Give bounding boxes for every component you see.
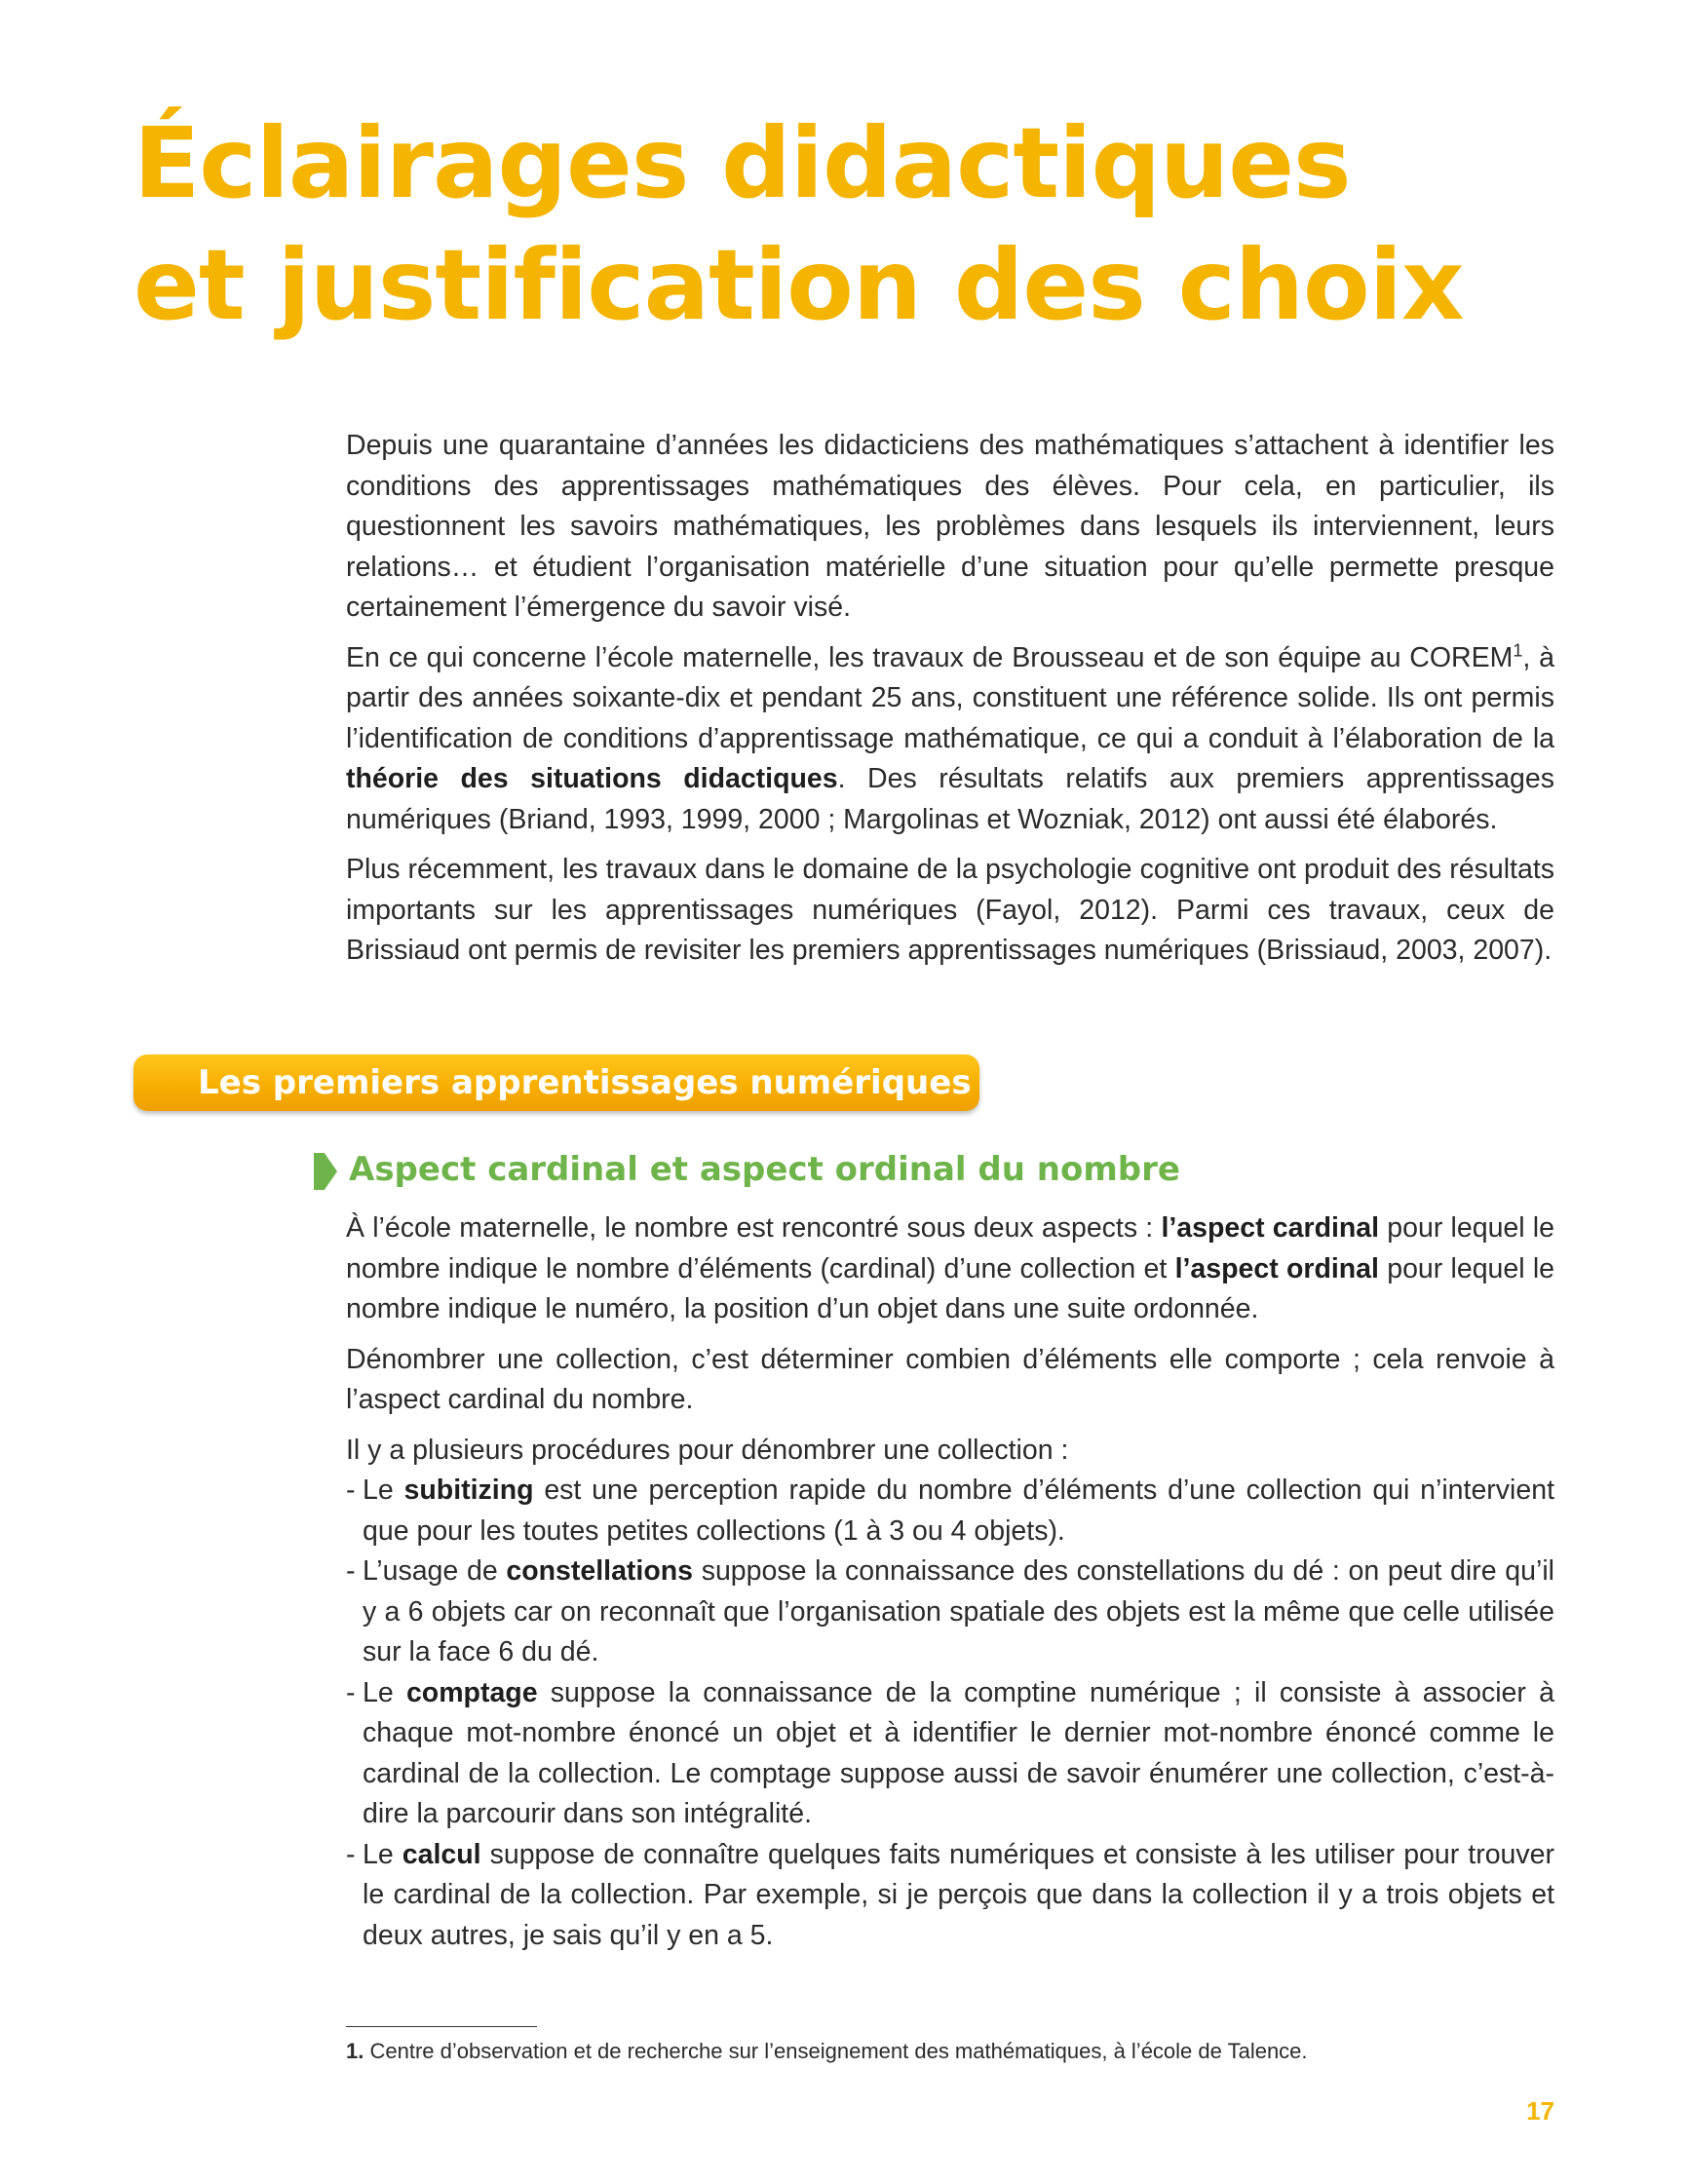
footnote-text: Centre d’observation et de recherche sur l’enseignement des mathématiques, à l’école de Talence. (364, 2039, 1308, 2063)
term-cardinal: l’aspect cardinal (1161, 1212, 1380, 1244)
footnote (346, 2036, 1554, 2067)
intro-paragraph-2-bold: théorie des situations didactiques (346, 763, 838, 794)
list-dash: - (346, 1475, 356, 1506)
list-item (346, 1552, 1554, 1673)
list-item (346, 1471, 1554, 1552)
intro-paragraph-2-text-cont: , à partir des années soixante-dix et pendant 25 ans, constituent une référence solide. Ils ont permis l’identification de conditions d’apprentissage mathématique, ce qui a conduit à l’élaboration de la (346, 641, 1555, 754)
procedure-list (346, 1471, 1554, 1956)
list-item-text: est une perception rapide du nombre d’éléments d’une collection qui n’intervient que pour les toutes petites collections (1 à 3 ou 4 objets). (363, 1475, 1554, 1547)
page-title-line-2: et justification des choix (134, 228, 1464, 342)
section-paragraph-1 (346, 1208, 1554, 1330)
list-item-term: constellations (506, 1555, 693, 1587)
list-item-text: Le (363, 1838, 403, 1870)
list-dash: - (346, 1838, 356, 1870)
subsection-heading-label: Aspect cardinal et aspect ordinal du nombre (349, 1150, 1180, 1189)
list-item (346, 1835, 1554, 1957)
footnote-divider (346, 2026, 537, 2027)
list-dash: - (346, 1555, 356, 1587)
footnote-ref: 1 (1513, 640, 1523, 660)
list-item-text: suppose la connaissance des constellations du dé : on peut dire qu’il y a 6 objets car on reconnaît que l’organisation spatiale des objets est la même que celle utilisée sur la face 6 du dé. (363, 1555, 1554, 1667)
page-title-line-1: Éclairages didactiques (134, 106, 1351, 220)
section-paragraph-1-text: À l’école maternelle, le nombre est rencontré sous deux aspects : (346, 1212, 1162, 1244)
term-ordinal: l’aspect ordinal (1174, 1252, 1379, 1284)
section-paragraph-1-text-cont: pour lequel le nombre indique le nombre d’éléments (cardinal) d’une collection et (346, 1212, 1554, 1284)
list-item (346, 1673, 1554, 1835)
list-item-term: calcul (402, 1838, 481, 1870)
list-dash: - (346, 1676, 356, 1708)
intro-paragraph-3: Plus récemment, les travaux dans le domaine de la psychologie cognitive ont produit des résultats importants sur les apprentissages numériques (Fayol, 2012). Parmi ces travaux, ceux de Brissiaud ont permis de revisiter les premiers apprentissages numériques (Brissiaud, 2003, 2007). (346, 854, 1554, 966)
list-item-text: Le (363, 1676, 406, 1708)
section-banner (134, 1054, 979, 1111)
section-paragraph-3: Il y a plusieurs procédures pour dénombrer une collection : (346, 1434, 1069, 1466)
intro-paragraph-1: Depuis une quarantaine d’années les didacticiens des mathématiques s’attachent à identifier les conditions des apprentissages mathématiques des élèves. Pour cela, en particulier, ils questionnent les savoirs mathématiques, les problèmes dans lesquels ils interviennent, leurs relations… et étudient l’organisation matérielle d’une situation pour qu’elle permette presque certainement l’émergence du savoir visé. (346, 430, 1554, 623)
list-item-term: subitizing (403, 1475, 534, 1506)
list-item-term: comptage (405, 1676, 538, 1708)
section-paragraph-1-text-end: pour lequel le nombre indique le numéro, la position d’un objet dans une suite ordonnée. (346, 1252, 1555, 1324)
intro-paragraph-2 (346, 638, 1554, 841)
page-title (134, 102, 1595, 346)
section-paragraph-2: Dénombrer une collection, c’est déterminer combien d’éléments elle comporte ; cela renvoie à l’aspect cardinal du nombre. (346, 1343, 1554, 1415)
subheading-arrow-icon (314, 1153, 337, 1190)
list-item-text: suppose la connaissance de la comptine numérique ; il consiste à associer à chaque mot-nombre énoncé un objet et à identifier le dernier mot-nombre énoncé comme le cardinal de la collection. Le comptage suppose aussi de savoir énumérer une collection, c’est-à-dire la parcourir dans son intégralité. (363, 1676, 1554, 1829)
footnote-number: 1. (346, 2039, 364, 2063)
list-item-text: L’usage de (363, 1555, 507, 1587)
intro-paragraph-2-text-end: . Des résultats relatifs aux premiers apprentissages numériques (Briand, 1993, 1999, 2000 ; Margolinas et Wozniak, 2012) ont aussi été élaborés. (346, 763, 1554, 835)
section-banner-title: Les premiers apprentissages numériques (198, 1063, 972, 1102)
list-item-text: Le (363, 1475, 404, 1506)
page-number: 17 (1526, 2096, 1554, 2126)
section-body (346, 1208, 1554, 1956)
list-item-text: suppose de connaître quelques faits numériques et consiste à les utiliser pour trouver le cardinal de la collection. Par exemple, si je perçois que dans la collection il y a trois objets et deux autres, je sais qu’il y en a 5. (363, 1838, 1554, 1951)
intro-text (346, 426, 1554, 981)
intro-paragraph-2-text: En ce qui concerne l’école maternelle, les travaux de Brousseau et de son équipe au COREM (346, 641, 1514, 673)
